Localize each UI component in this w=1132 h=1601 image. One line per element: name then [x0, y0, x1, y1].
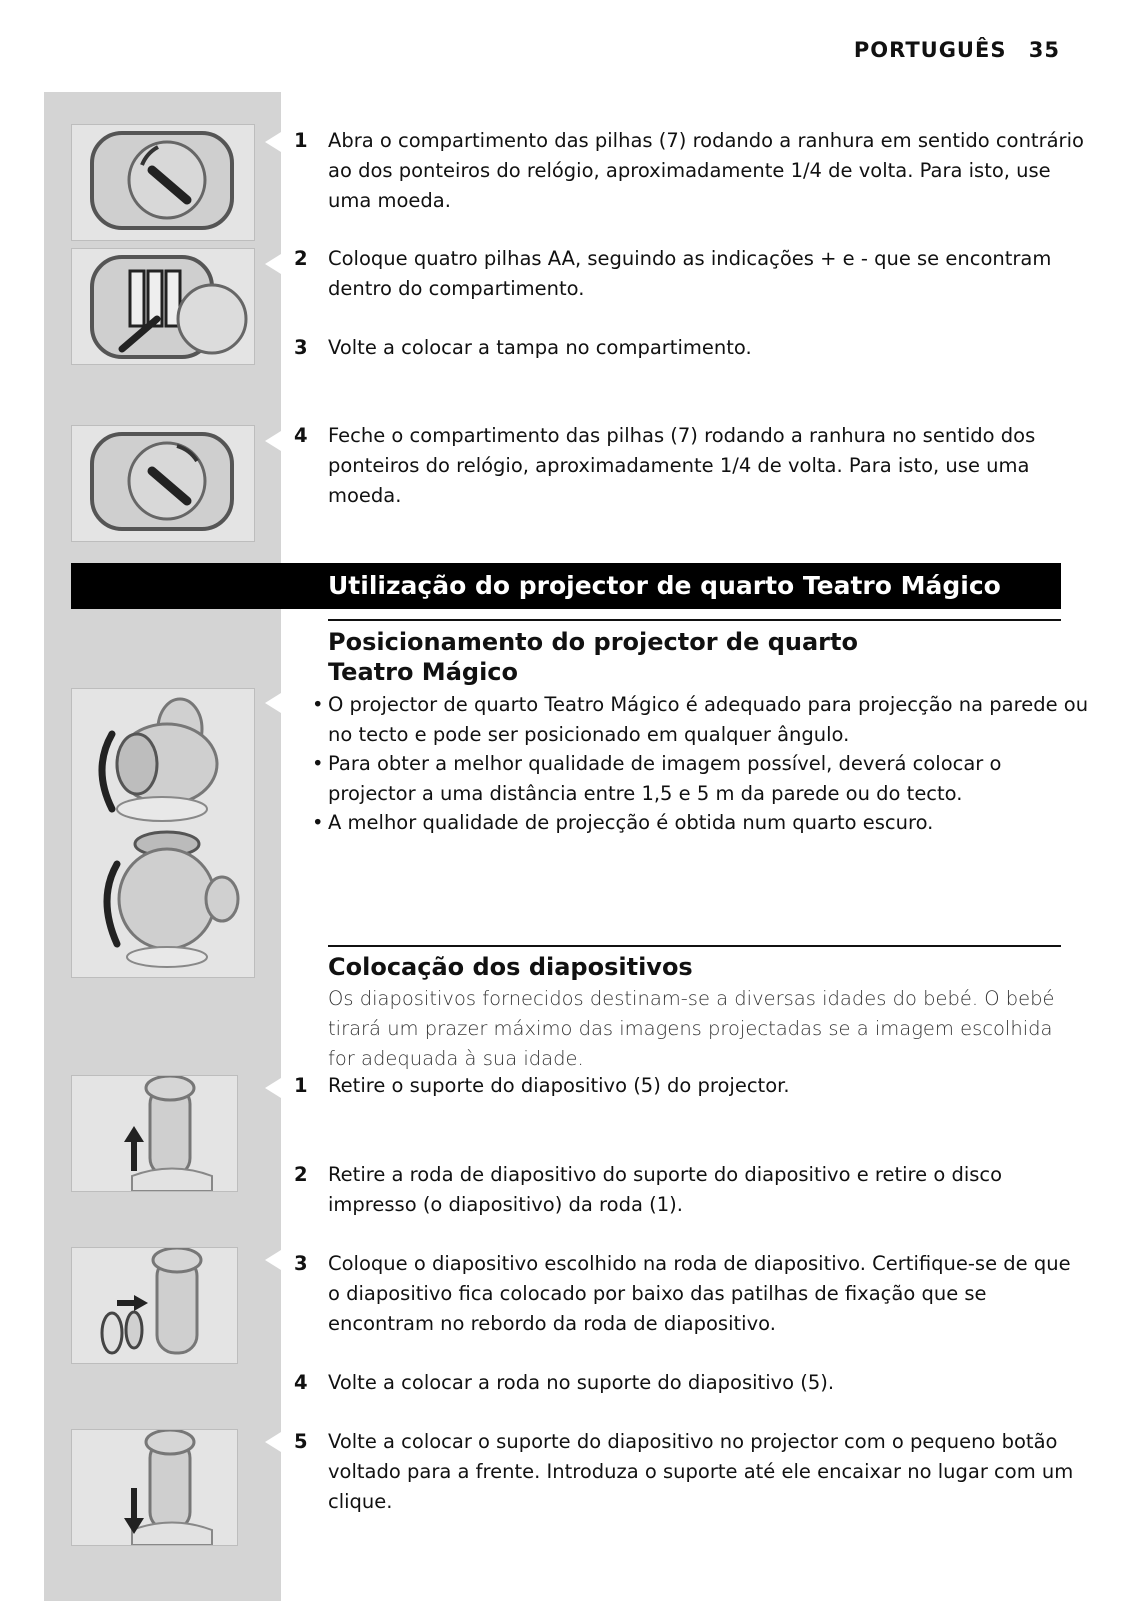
slides-step-2: [294, 1160, 1084, 1220]
battery-insert-illustration: [71, 248, 255, 365]
slide-wheel-pointer: [265, 1250, 281, 1270]
step-number: 3: [294, 1252, 308, 1275]
page-header: [854, 38, 1060, 62]
slide-holder-remove-illustration: [71, 1075, 238, 1192]
step-number: 1: [294, 1074, 308, 1097]
step-text: Abra o compartimento das pilhas (7) rodando a ranhura em sentido contrário ao dos ponteiros do relógio, aproximadamente 1/4 de volta. Para isto, use uma moeda.: [328, 129, 1084, 212]
slides-intro: Os diapositivos fornecidos destinam-se a diversas idades do bebé. O bebé tirará um prazer máximo das imagens projectadas se a imagem escolhida for adequada à sua idade.: [328, 987, 1055, 1070]
slide-holder-insert-pointer: [265, 1432, 281, 1452]
step-number: 3: [294, 336, 308, 359]
battery-close-pointer: [265, 431, 281, 451]
bullet-text: Para obter a melhor qualidade de imagem possível, deverá colocar o projector a uma distância entre 1,5 e 5 m da parede ou do tecto.: [328, 752, 1002, 805]
step-number: 2: [294, 1163, 308, 1186]
slides-step-5: [294, 1427, 1084, 1517]
projector-angle-pointer: [265, 693, 281, 713]
step-text: Volte a colocar a roda no suporte do diapositivo (5).: [328, 1371, 835, 1394]
positioning-bullet-3: [310, 808, 1090, 838]
battery-insert-pointer: [265, 254, 281, 274]
battery-step-2: [294, 244, 1084, 304]
page-number: 35: [1028, 38, 1060, 62]
language-label: PORTUGUÊS: [853, 38, 1007, 62]
projector-angle-illustration: [71, 688, 255, 978]
step-text: Volte a colocar a tampa no compartimento.: [328, 336, 752, 359]
battery-step-3: [294, 333, 1084, 363]
positioning-title: [328, 627, 1068, 687]
bullet-text: O projector de quarto Teatro Mágico é adequado para projecção na parede ou no tecto e pode ser posicionado em qualquer ângulo.: [328, 693, 1089, 746]
battery-open-pointer: [265, 132, 281, 152]
positioning-bullet-2: [310, 749, 1090, 809]
slide-holder-insert-illustration: [71, 1429, 238, 1546]
battery-open-illustration: [71, 124, 255, 241]
slide-holder-remove-pointer: [265, 1078, 281, 1098]
step-number: 4: [294, 424, 308, 447]
step-text: Volte a colocar o suporte do diapositivo no projector com o pequeno botão voltado para a frente. Introduza o suporte até ele encaixar no lugar com um clique.: [328, 1430, 1074, 1513]
divider-rule: [328, 619, 1061, 621]
step-text: Coloque o diapositivo escolhido na roda de diapositivo. Certifique-se de que o diapositivo fica colocado por baixo das patilhas de fixação que se encontram no rebordo da roda de diapositivo.: [328, 1252, 1071, 1335]
step-text: Feche o compartimento das pilhas (7) rodando a ranhura no sentido dos ponteiros do relógio, aproximadamente 1/4 de volta. Para isto, use uma moeda.: [328, 424, 1036, 507]
step-text: Retire a roda de diapositivo do suporte do diapositivo e retire o disco impresso (o diapositivo) da roda (1).: [328, 1163, 1003, 1216]
slides-step-1: [294, 1071, 1084, 1101]
step-text: Retire o suporte do diapositivo (5) do projector.: [328, 1074, 790, 1097]
battery-step-1: [294, 126, 1084, 216]
bullet-dot: •: [312, 693, 324, 716]
section-title-bar: [71, 563, 1061, 609]
step-number: 5: [294, 1430, 308, 1453]
slides-step-3: [294, 1249, 1084, 1339]
step-text: Coloque quatro pilhas AA, seguindo as indicações + e - que se encontram dentro do compartimento.: [328, 247, 1052, 300]
slides-step-4: [294, 1368, 1084, 1398]
section-title: Utilização do projector de quarto Teatro Mágico: [328, 571, 1001, 600]
slides-title: Colocação dos diapositivos: [328, 953, 693, 981]
positioning-title-line1: Posicionamento do projector de quarto: [328, 628, 858, 656]
divider-rule: [328, 945, 1061, 947]
battery-step-4: [294, 421, 1084, 511]
step-number: 4: [294, 1371, 308, 1394]
step-number: 1: [294, 129, 308, 152]
battery-close-illustration: [71, 425, 255, 542]
slide-wheel-illustration: [71, 1247, 238, 1364]
positioning-bullet-1: [310, 690, 1090, 750]
bullet-text: A melhor qualidade de projecção é obtida num quarto escuro.: [328, 811, 934, 834]
step-number: 2: [294, 247, 308, 270]
bullet-dot: •: [312, 752, 324, 775]
positioning-title-line2: Teatro Mágico: [328, 658, 519, 686]
bullet-dot: •: [312, 811, 324, 834]
